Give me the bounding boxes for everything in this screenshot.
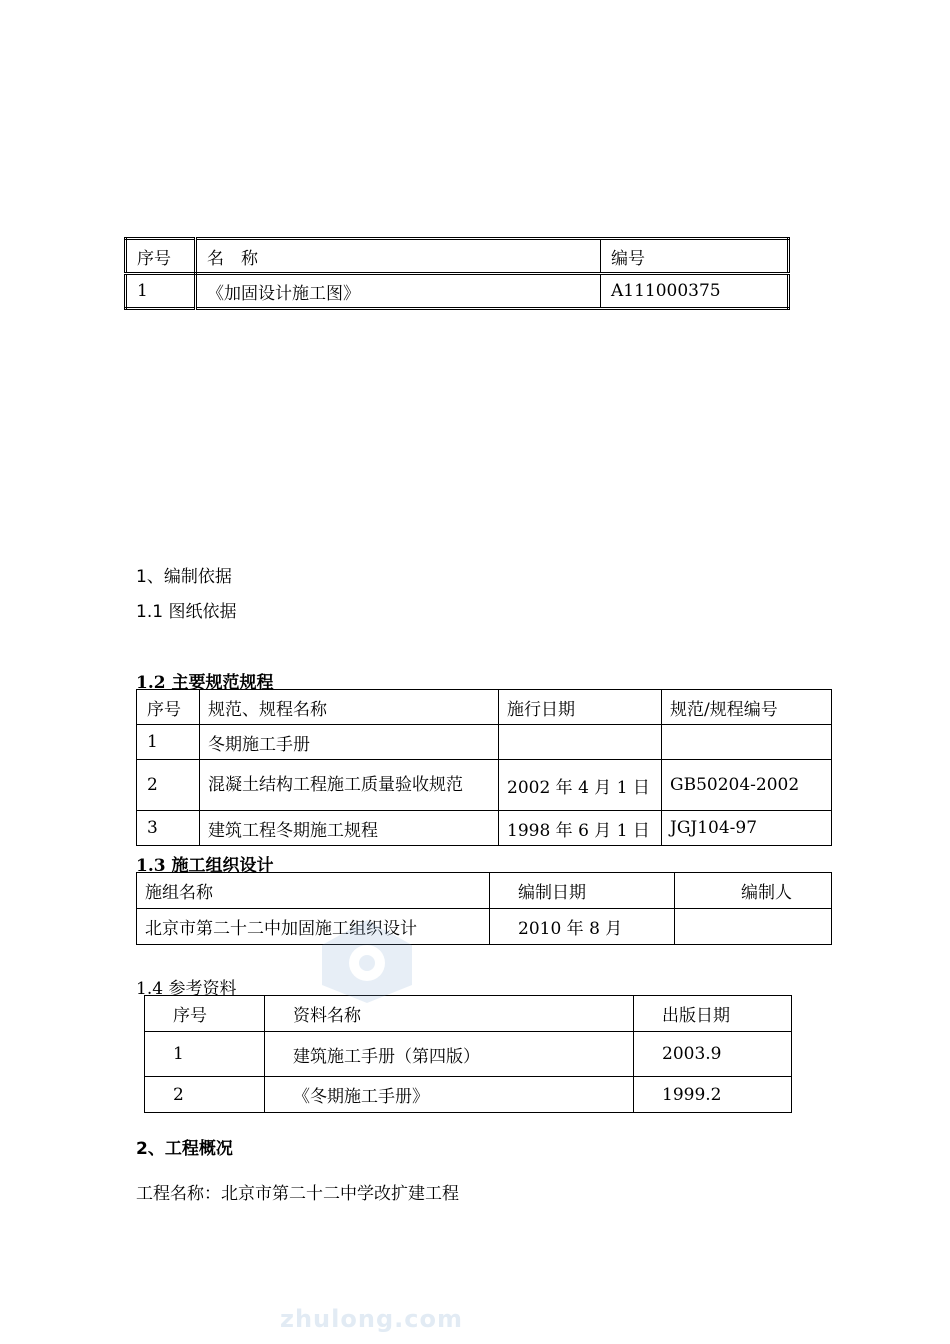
table-cell: 1 <box>137 725 200 760</box>
standards-table <box>136 689 832 846</box>
header-cell: 规范/规程编号 <box>662 690 832 725</box>
header-cell: 资料名称 <box>265 996 634 1032</box>
section-heading: 2、工程概况 <box>136 1139 233 1159</box>
table-cell <box>662 725 832 760</box>
header-cell: 名 称 <box>196 239 601 274</box>
table-cell: 混凝土结构工程施工质量验收规范 <box>200 760 499 811</box>
section-heading: 1.1 图纸依据 <box>136 602 237 622</box>
table-cell: 《冬期施工手册》 <box>265 1077 634 1113</box>
table-cell: 1 <box>126 274 196 309</box>
table-row <box>126 274 789 309</box>
table-row <box>145 1032 792 1077</box>
header-cell: 出版日期 <box>634 996 792 1032</box>
table-cell: 2 <box>137 760 200 811</box>
table-row <box>137 725 832 760</box>
table-cell: 2 <box>145 1077 265 1113</box>
table-cell: 1998 年 6 月 1 日 <box>499 811 662 846</box>
table-cell: 1999.2 <box>634 1077 792 1113</box>
table-header-row <box>137 690 832 725</box>
table-cell: 《加固设计施工图》 <box>196 274 601 309</box>
table-cell: GB50204-2002 <box>662 760 832 811</box>
header-cell: 施行日期 <box>499 690 662 725</box>
table-cell: 冬期施工手册 <box>200 725 499 760</box>
header-cell: 序号 <box>145 996 265 1032</box>
table-cell <box>499 725 662 760</box>
reference-table <box>144 995 792 1113</box>
drawing-table <box>124 237 790 310</box>
watermark-text: zhulong.com <box>280 1305 463 1333</box>
table-cell: 2010 年 8 月 <box>490 909 675 945</box>
section-heading: 1.3 施工组织设计 <box>136 856 274 876</box>
table-header-row <box>126 239 789 274</box>
table-cell: 建筑施工手册（第四版） <box>265 1032 634 1077</box>
header-cell: 施组名称 <box>137 873 490 909</box>
project-name: 工程名称：北京市第二十二中学改扩建工程 <box>136 1184 459 1204</box>
header-cell: 序号 <box>137 690 200 725</box>
header-cell: 编号 <box>601 239 789 274</box>
section-heading: 1.2 主要规范规程 <box>136 673 274 693</box>
header-cell: 编制日期 <box>490 873 675 909</box>
construction-design-table <box>136 872 832 945</box>
table-cell: A111000375 <box>601 274 789 309</box>
table-header-row <box>137 873 832 909</box>
section-heading: 1.4 参考资料 <box>136 979 237 999</box>
table-cell: 1 <box>145 1032 265 1077</box>
watermark-logo-icon <box>312 915 422 1005</box>
table-cell: 建筑工程冬期施工规程 <box>200 811 499 846</box>
table-row <box>137 811 832 846</box>
table-cell: 2002 年 4 月 1 日 <box>499 760 662 811</box>
table-cell: JGJ104-97 <box>662 811 832 846</box>
table-cell: 3 <box>137 811 200 846</box>
table-row <box>137 760 832 811</box>
table-row <box>137 909 832 945</box>
header-cell: 编制人 <box>675 873 832 909</box>
table-cell: 2003.9 <box>634 1032 792 1077</box>
table-cell <box>675 909 832 945</box>
table-cell: 北京市第二十二中加固施工组织设计 <box>137 909 490 945</box>
header-cell: 规范、规程名称 <box>200 690 499 725</box>
header-cell: 序号 <box>126 239 196 274</box>
table-header-row <box>145 996 792 1032</box>
section-heading: 1、编制依据 <box>136 567 232 587</box>
table-row <box>145 1077 792 1113</box>
